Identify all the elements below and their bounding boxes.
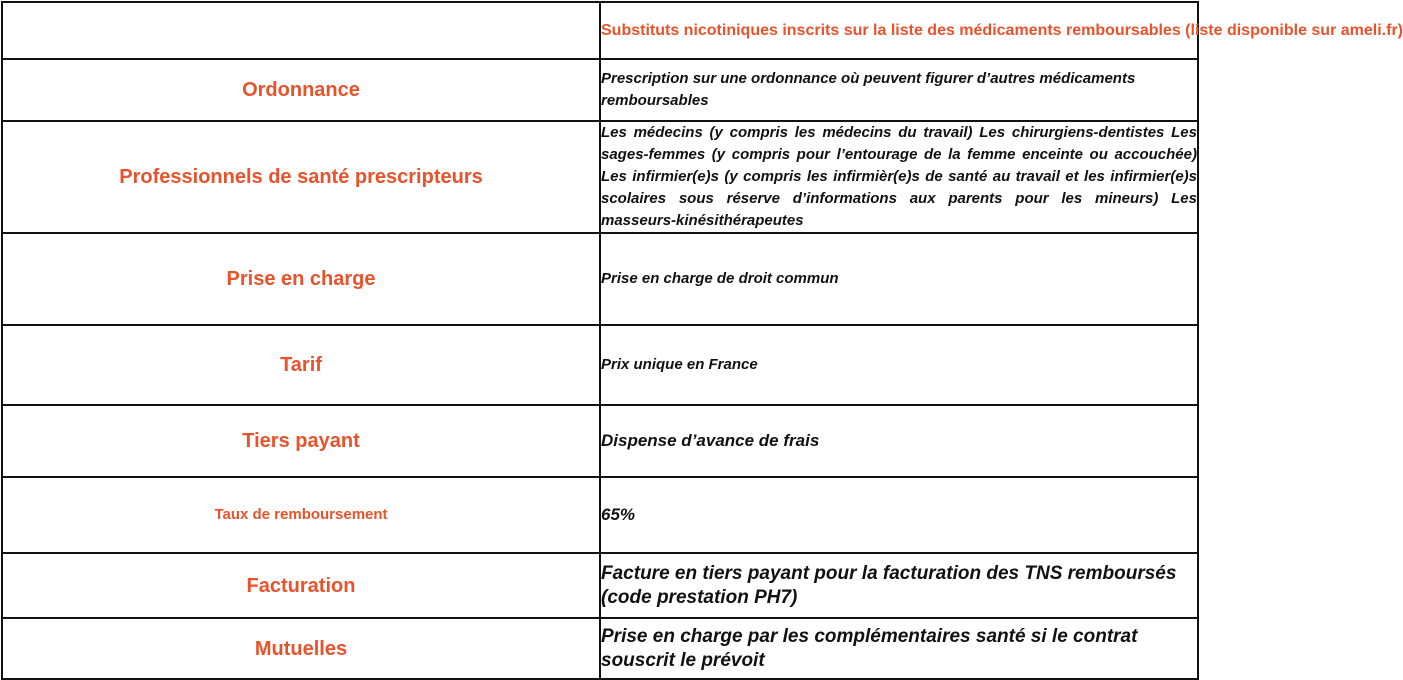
table-row-prise-en-charge: [2, 233, 1198, 325]
empty-corner-cell: [2, 2, 600, 59]
row-value: Prix unique en France: [600, 325, 1198, 405]
row-value: Prescription sur une ordonnance où peuvent figurer d’autres médicaments remboursables: [600, 59, 1198, 121]
table-row-tarif: [2, 325, 1198, 405]
row-value: 65%: [600, 477, 1198, 553]
row-label: Ordonnance: [2, 59, 600, 121]
table-header-row: [2, 2, 1198, 59]
reimbursement-table: [1, 1, 1403, 680]
row-label: Tarif: [2, 325, 600, 405]
row-value: Facture en tiers payant pour la facturation des TNS remboursés (code prestation PH7): [600, 553, 1198, 618]
table-row-mutuelles: [2, 618, 1198, 679]
table-row-prescripteurs: [2, 121, 1198, 233]
table-title: Substituts nicotiniques inscrits sur la liste des médicaments remboursables (liste disponible sur ameli.fr): [600, 2, 1198, 59]
row-value: Prise en charge de droit commun: [600, 233, 1198, 325]
row-value: Dispense d’avance de frais: [600, 405, 1198, 477]
table-row-tiers-payant: [2, 405, 1198, 477]
row-label: Taux de remboursement: [2, 477, 600, 553]
row-value: Les médecins (y compris les médecins du travail) Les chirurgiens-dentistes Les sages-femmes (y compris pour l’entourage de la femme enceinte ou accouchée) Les infirmier(e)s (y compris les infirmièr(e)s de santé au travail et les infirmier(e)s scolaires sous réserve d’informations aux parents pour les mineurs) Les masseurs-kinésithérapeutes: [600, 121, 1198, 233]
row-label: Mutuelles: [2, 618, 600, 679]
row-value: Prise en charge par les complémentaires santé si le contrat souscrit le prévoit: [600, 618, 1198, 679]
table-row-taux: [2, 477, 1198, 553]
table-row-facturation: [2, 553, 1198, 618]
row-label: Prise en charge: [2, 233, 600, 325]
row-label: Professionnels de santé prescripteurs: [2, 121, 600, 233]
row-label: Facturation: [2, 553, 600, 618]
row-label: Tiers payant: [2, 405, 600, 477]
table-row-ordonnance: [2, 59, 1198, 121]
